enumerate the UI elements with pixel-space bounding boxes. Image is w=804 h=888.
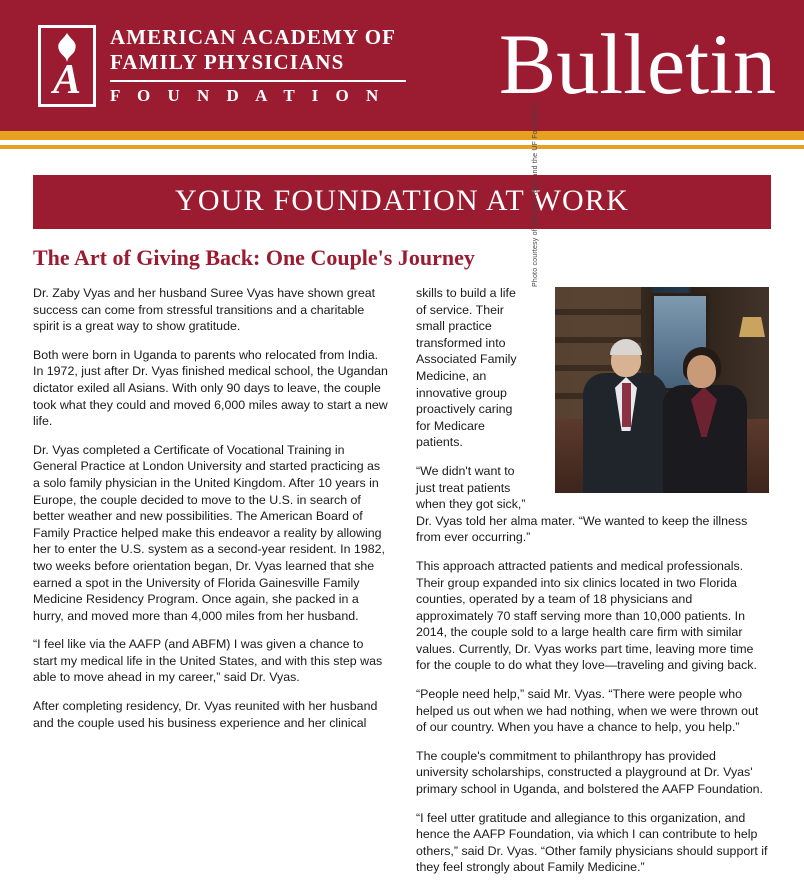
article-paragraph: “I feel utter gratitude and allegiance to this organization, and hence the AAFP Foundation, via which I can contribute to help others,” said Dr. Vyas. “Other family physicians should support if they feel strongly about Family Medicine.” — [416, 810, 768, 875]
article-paragraph: After completing residency, Dr. Vyas reunited with her husband and the couple used his business experience and her clinical — [33, 699, 378, 730]
article-paragraph: Dr. Zaby Vyas and her husband Suree Vyas have shown great success can come from stressful transitions and a charitable spirit is a great way to show gratitude. — [33, 286, 376, 334]
article-paragraph: skills to build a life of service. Their small practice transformed into Associated Family Medicine, an innovative group proactively caring for Medicare patients. — [416, 286, 517, 450]
org-line-3: F O U N D A T I O N — [110, 86, 385, 105]
aafp-foundation-logo — [38, 25, 406, 107]
photo-man-tie — [622, 383, 631, 427]
logo-mark-icon — [38, 25, 96, 107]
logo-divider — [110, 80, 406, 82]
article-paragraph: Dr. Vyas completed a Certificate of Vocational Training in General Practice at London University and started practicing as a solo family physician in the United Kingdom. After 10 years in Europe, the couple decided to move to the U.S. in search of better weather and new possibilities. The American Board of Family Practice helped make this endeavor a reality by allowing her to enter the U.S. system as a second-year resident. In 1982, two weeks before orientation began, Dr. Vyas learned that she earned a spot in the University of Florida Gainesville Family Medicine Residency Program. Once again, she packed in a hurry, and moved more than 4,000 miles from her husband. — [33, 442, 385, 623]
article-headline: The Art of Giving Back: One Couple's Journey — [33, 245, 475, 270]
article-paragraph: Both were born in Uganda to parents who relocated from India. In 1972, just after Dr. Vyas finished medical school, the Ugandan dictator exiled all Asians. With only 90 days to leave, the couple took what they could and moved 6,000 miles away to start a new life. — [33, 347, 388, 429]
logo-letter: A — [52, 56, 81, 103]
photo-credit: Photo courtesy of Malcolm Yawn and the UF Foundation — [532, 101, 539, 287]
photo-lamp — [739, 317, 765, 337]
organization-name — [110, 25, 406, 106]
article-paragraph: “We didn't want to just treat patients when they got sick,” Dr. Vyas told her alma mater. “We wanted to keep the illness from ever occurring.” — [416, 463, 748, 545]
article-paragraph: “People need help,” said Mr. Vyas. “There were people who helped us out when we had nothing, when we were thrown out of our country. When you have a chance to help, you help.” — [416, 687, 759, 735]
publication-title: Bulletin — [498, 16, 776, 112]
org-line-2: FAMILY PHYSICIANS — [110, 50, 345, 74]
banner-area — [0, 149, 804, 229]
article-paragraph: This approach attracted patients and medical professionals. Their group expanded into six clinics located in two Florida counties, operated by a team of 18 physicians and approximately 70 staff serving more than 10,000 patients. In 2014, the couple sold to a large health care firm with similar values. Currently, Dr. Vyas works part time, leaving more time for the couple to do what they love—traveling and giving back. — [416, 558, 757, 673]
article-photo — [555, 287, 769, 493]
photo-woman-head — [687, 355, 716, 388]
article-paragraph: “I feel like via the AAFP (and ABFM) I was given a chance to start my medical life in the United States, and with this step was able to move ahead in my career,” said Dr. Vyas. — [33, 637, 383, 685]
article-column-left — [33, 285, 388, 743]
org-line-1: AMERICAN ACADEMY OF — [110, 25, 397, 49]
section-banner: YOUR FOUNDATION AT WORK — [33, 175, 771, 229]
gold-rule-top — [0, 131, 804, 140]
masthead — [0, 0, 804, 131]
article-photo-block — [532, 101, 771, 493]
article-paragraph: The couple's commitment to philanthropy has provided university scholarships, constructed a playground at Dr. Vyas' primary school in Uganda, and bolstered the AAFP Foundation. — [416, 748, 763, 797]
article-column-right — [416, 101, 771, 888]
